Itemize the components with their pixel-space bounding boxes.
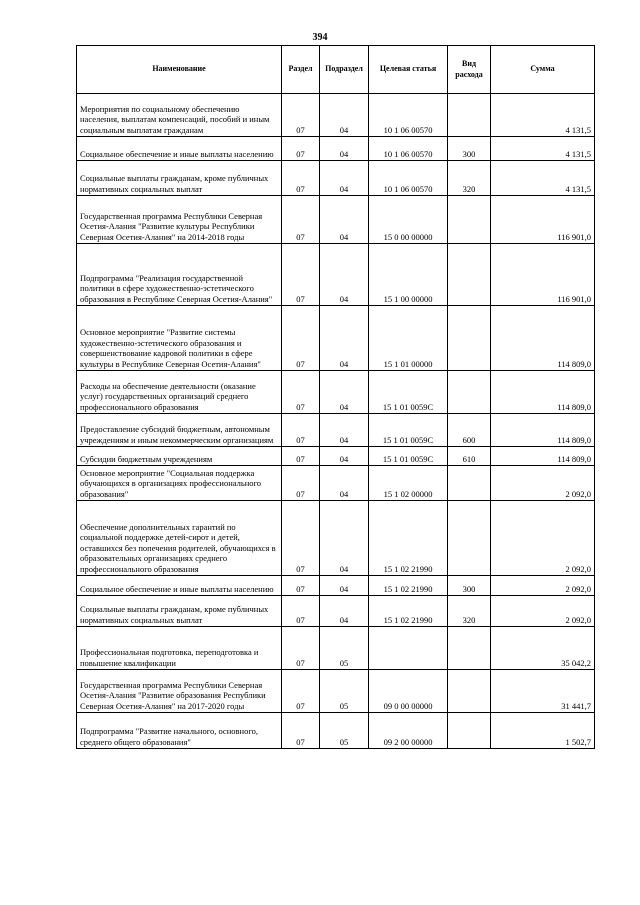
cell-section: 07 — [282, 371, 320, 414]
cell-name: Государственная программа Республики Северная Осетия-Алания "Развитие культуры Республики Северная Осетия-Алания" на 2014-2018 годы — [77, 196, 282, 244]
cell-subsection: 05 — [320, 627, 369, 670]
page-number: 394 — [312, 32, 328, 43]
table-row — [77, 161, 595, 196]
cell-name: Социальные выплаты гражданам, кроме публичных нормативных социальных выплат — [77, 161, 282, 196]
cell-section: 07 — [282, 244, 320, 306]
cell-subsection: 05 — [320, 670, 369, 713]
cell-section: 07 — [282, 627, 320, 670]
cell-target: 15 1 02 21990 — [369, 596, 448, 627]
column-header-expense-type: Вид расхода — [448, 46, 491, 94]
cell-section: 07 — [282, 576, 320, 596]
cell-name: Подпрограмма "Развитие начального, основного, среднего общего образования" — [77, 713, 282, 749]
cell-amount: 4 131,5 — [491, 137, 595, 161]
cell-target: 09 2 00 00000 — [369, 713, 448, 749]
cell-subsection: 04 — [320, 466, 369, 501]
cell-amount: 1 502,7 — [491, 713, 595, 749]
cell-subsection: 04 — [320, 371, 369, 414]
cell-section: 07 — [282, 196, 320, 244]
cell-target: 15 1 01 0059С — [369, 414, 448, 447]
column-header-amount: Сумма — [491, 46, 595, 94]
cell-target: 15 0 00 00000 — [369, 196, 448, 244]
cell-name: Предоставление субсидий бюджетным, автономным учреждениям и иным некоммерческим организациям — [77, 414, 282, 447]
table-row — [77, 713, 595, 749]
table-row — [77, 596, 595, 627]
cell-expense-type — [448, 501, 491, 576]
cell-expense-type: 600 — [448, 414, 491, 447]
cell-section: 07 — [282, 137, 320, 161]
cell-expense-type — [448, 306, 491, 371]
cell-name: Государственная программа Республики Северная Осетия-Алания "Развитие образования Республики Северная Осетия-Алания" на 2017-2020 годы — [77, 670, 282, 713]
table-row — [77, 137, 595, 161]
cell-expense-type — [448, 94, 491, 137]
cell-section: 07 — [282, 466, 320, 501]
cell-amount: 114 809,0 — [491, 414, 595, 447]
cell-expense-type: 300 — [448, 137, 491, 161]
cell-subsection: 04 — [320, 576, 369, 596]
cell-expense-type: 300 — [448, 576, 491, 596]
cell-expense-type: 320 — [448, 161, 491, 196]
cell-amount: 114 809,0 — [491, 447, 595, 466]
table-row — [77, 94, 595, 137]
cell-name: Основное мероприятие "Социальная поддержка обучающихся в организациях профессионального образования" — [77, 466, 282, 501]
cell-subsection: 04 — [320, 447, 369, 466]
cell-section: 07 — [282, 501, 320, 576]
cell-target: 15 1 02 21990 — [369, 501, 448, 576]
table-row — [77, 196, 595, 244]
cell-section: 07 — [282, 596, 320, 627]
cell-name: Мероприятия по социальному обеспечению населения, выплатам компенсаций, пособий и иным социальным выплатам гражданам — [77, 94, 282, 137]
cell-subsection: 05 — [320, 713, 369, 749]
cell-name: Социальное обеспечение и иные выплаты населению — [77, 137, 282, 161]
cell-amount: 2 092,0 — [491, 576, 595, 596]
cell-expense-type — [448, 196, 491, 244]
cell-name: Обеспечение дополнительных гарантий по социальной поддержке детей-сирот и детей, оставшихся без попечения родителей, обучающихся в образовательных организациях среднего профессионального образования — [77, 501, 282, 576]
cell-target: 15 1 01 0059С — [369, 371, 448, 414]
cell-expense-type: 320 — [448, 596, 491, 627]
cell-target: 15 1 02 00000 — [369, 466, 448, 501]
table-row — [77, 414, 595, 447]
cell-target: 15 1 01 0059С — [369, 447, 448, 466]
cell-section: 07 — [282, 306, 320, 371]
cell-target: 10 1 06 00570 — [369, 137, 448, 161]
cell-subsection: 04 — [320, 137, 369, 161]
cell-subsection: 04 — [320, 596, 369, 627]
table-row — [77, 447, 595, 466]
cell-expense-type: 610 — [448, 447, 491, 466]
table-row — [77, 670, 595, 713]
cell-name: Подпрограмма "Реализация государственной политики в сфере художественно-эстетического образования в Республике Северная Осетия-Алания" — [77, 244, 282, 306]
table-row — [77, 371, 595, 414]
table-row — [77, 627, 595, 670]
cell-expense-type — [448, 371, 491, 414]
column-header-section: Раздел — [282, 46, 320, 94]
cell-amount: 2 092,0 — [491, 596, 595, 627]
table-row — [77, 501, 595, 576]
cell-target: 15 1 01 00000 — [369, 306, 448, 371]
cell-name: Расходы на обеспечение деятельности (оказание услуг) государственных организаций среднего профессионального образования — [77, 371, 282, 414]
cell-section: 07 — [282, 447, 320, 466]
cell-amount: 114 809,0 — [491, 371, 595, 414]
cell-section: 07 — [282, 670, 320, 713]
cell-subsection: 04 — [320, 244, 369, 306]
cell-target — [369, 627, 448, 670]
table-row — [77, 244, 595, 306]
cell-subsection: 04 — [320, 94, 369, 137]
cell-amount: 2 092,0 — [491, 466, 595, 501]
cell-subsection: 04 — [320, 501, 369, 576]
table-row — [77, 466, 595, 501]
cell-target: 15 1 00 00000 — [369, 244, 448, 306]
cell-target: 10 1 06 00570 — [369, 94, 448, 137]
cell-name: Основное мероприятие "Развитие системы художественно-эстетического образования и совершенствование кадровой политики в сфере культуры в Республике Северная Осетия-Алания" — [77, 306, 282, 371]
cell-name: Социальное обеспечение и иные выплаты населению — [77, 576, 282, 596]
column-header-name: Наименование — [77, 46, 282, 94]
cell-section: 07 — [282, 414, 320, 447]
cell-subsection: 04 — [320, 196, 369, 244]
cell-section: 07 — [282, 161, 320, 196]
table-row — [77, 306, 595, 371]
cell-target: 09 0 00 00000 — [369, 670, 448, 713]
cell-section: 07 — [282, 94, 320, 137]
cell-target: 15 1 02 21990 — [369, 576, 448, 596]
column-header-target: Целевая статья — [369, 46, 448, 94]
cell-name: Социальные выплаты гражданам, кроме публичных нормативных социальных выплат — [77, 596, 282, 627]
cell-amount: 2 092,0 — [491, 501, 595, 576]
cell-name: Профессиональная подготовка, переподготовка и повышение квалификации — [77, 627, 282, 670]
table-header-row — [77, 46, 595, 94]
cell-expense-type — [448, 627, 491, 670]
cell-subsection: 04 — [320, 306, 369, 371]
cell-amount: 31 441,7 — [491, 670, 595, 713]
cell-amount: 35 042,2 — [491, 627, 595, 670]
cell-amount: 4 131,5 — [491, 94, 595, 137]
cell-section: 07 — [282, 713, 320, 749]
table-row — [77, 576, 595, 596]
cell-target: 10 1 06 00570 — [369, 161, 448, 196]
column-header-subsection: Подраздел — [320, 46, 369, 94]
cell-subsection: 04 — [320, 161, 369, 196]
cell-amount: 114 809,0 — [491, 306, 595, 371]
cell-amount: 116 901,0 — [491, 244, 595, 306]
cell-amount: 4 131,5 — [491, 161, 595, 196]
cell-name: Субсидии бюджетным учреждениям — [77, 447, 282, 466]
cell-expense-type — [448, 244, 491, 306]
budget-table — [76, 45, 595, 749]
cell-expense-type — [448, 466, 491, 501]
cell-amount: 116 901,0 — [491, 196, 595, 244]
cell-expense-type — [448, 670, 491, 713]
cell-subsection: 04 — [320, 414, 369, 447]
cell-expense-type — [448, 713, 491, 749]
